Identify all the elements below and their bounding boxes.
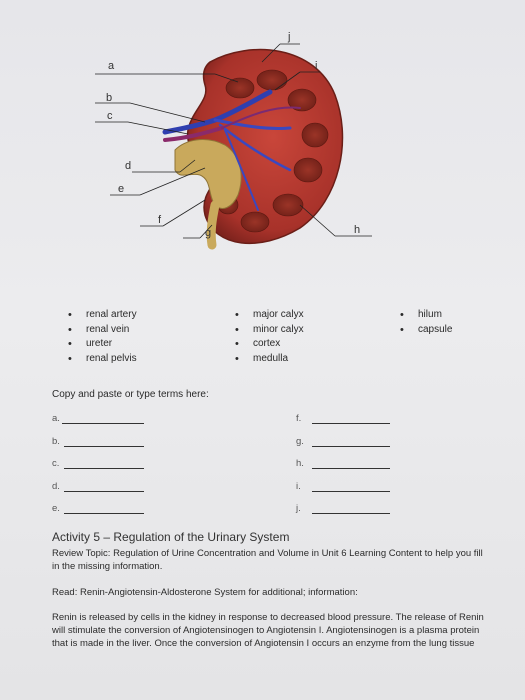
answer-letter: j. xyxy=(296,503,301,514)
term-item: • renal pelvis xyxy=(68,352,137,367)
label-g: g xyxy=(205,227,212,239)
label-b: b xyxy=(106,92,113,104)
answer-letter: d. xyxy=(52,481,60,492)
answer-letter: g. xyxy=(296,436,304,447)
renal-pyramid xyxy=(226,78,254,98)
answer-a[interactable] xyxy=(52,413,60,424)
label-i: i xyxy=(315,60,318,72)
term-item: • ureter xyxy=(68,337,137,352)
answer-letter: b. xyxy=(52,436,60,447)
read-line: Read: Renin-Angiotensin-Aldosterone System for additional; information: xyxy=(52,587,358,598)
answer-e[interactable] xyxy=(52,503,60,514)
answer-letter: c. xyxy=(52,458,60,469)
label-j: j xyxy=(288,31,291,43)
label-f: f xyxy=(158,214,162,226)
term-item: • renal artery xyxy=(68,308,137,323)
term-list-2 xyxy=(235,308,304,366)
renal-pyramid xyxy=(257,70,287,90)
answer-letter: f. xyxy=(296,413,302,424)
label-c: c xyxy=(107,110,113,122)
renal-pyramid xyxy=(241,212,269,232)
term-item: • cortex xyxy=(235,337,304,352)
term-item: • capsule xyxy=(400,323,452,338)
term-list-1 xyxy=(68,308,137,366)
label-d: d xyxy=(125,160,132,172)
answer-letter: e. xyxy=(52,503,60,514)
body-paragraph: Renin is released by cells in the kidney in response to decreased blood pressure. The release of Renin will stimulate the conversion of Angiotensinogen to Angiotensin I. Angiotensinogen is a plasma protein that is made in the liver. Once the conversion of Angiotensin I occurs an enzyme from the lung tissue xyxy=(52,612,484,649)
answer-c[interactable] xyxy=(52,458,59,469)
renal-pyramid xyxy=(302,123,328,147)
answer-j[interactable] xyxy=(296,503,301,514)
answer-g[interactable] xyxy=(296,436,304,447)
kidney-diagram xyxy=(0,0,525,260)
term-item: • minor calyx xyxy=(235,323,304,338)
answer-letter: a. xyxy=(52,413,60,424)
label-a: a xyxy=(108,60,115,72)
review-topic: Review Topic: Regulation of Urine Concentration and Volume in Unit 6 Learning Content to help you fill in the missing information. xyxy=(52,548,483,572)
renal-pyramid xyxy=(273,194,303,216)
label-h: h xyxy=(354,224,361,236)
answer-f[interactable] xyxy=(296,413,301,424)
answer-letter: h. xyxy=(296,458,304,469)
answer-h[interactable] xyxy=(296,458,304,469)
answer-letter: i. xyxy=(296,481,301,492)
term-item: • medulla xyxy=(235,352,304,367)
label-e: e xyxy=(118,183,125,195)
term-item: • renal vein xyxy=(68,323,137,338)
answer-b[interactable] xyxy=(52,436,60,447)
answer-d[interactable] xyxy=(52,481,60,492)
term-list-3 xyxy=(400,308,452,337)
term-item: • hilum xyxy=(400,308,452,323)
answer-i[interactable] xyxy=(296,481,301,492)
renal-pyramid xyxy=(294,158,322,182)
activity-title: Activity 5 – Regulation of the Urinary System xyxy=(52,530,290,544)
answers-heading: Copy and paste or type terms here: xyxy=(52,389,209,400)
term-item: • major calyx xyxy=(235,308,304,323)
